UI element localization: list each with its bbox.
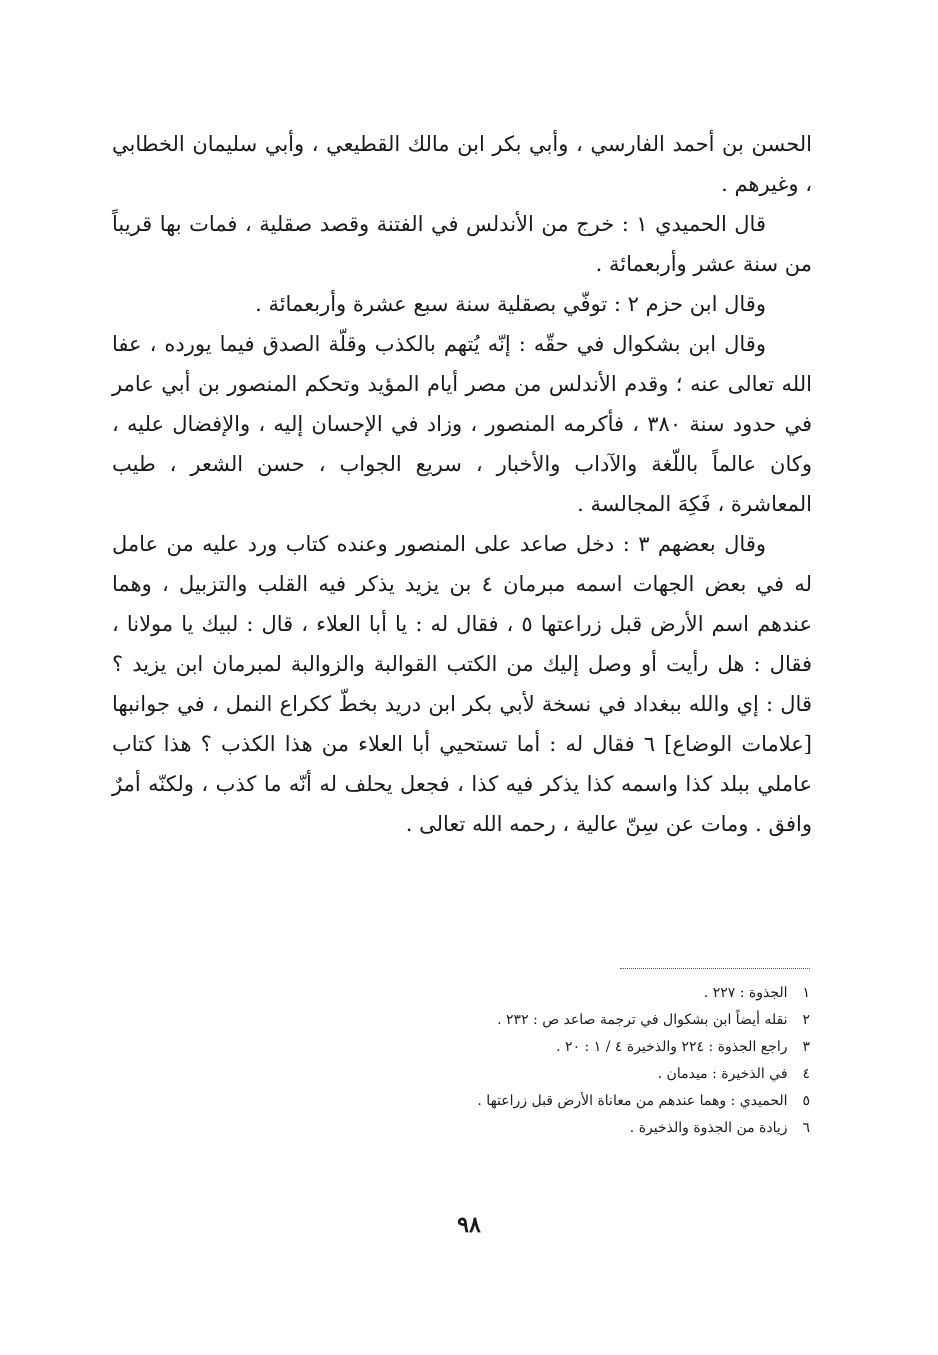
page-number: ٩٨	[457, 1212, 481, 1238]
footnote-item	[250, 1034, 810, 1061]
footnote-text: راجع الجذوة : ٢٢٤ والذخيرة ٤ / ١ : ٢٠ .	[556, 1039, 788, 1055]
paragraph: الحسن بن أحمد الفارسي ، وأبي بكر ابن مالك القطيعي ، وأبي سليمان الخطابي ، وغيرهم .	[112, 132, 812, 196]
paragraph: وقال ابن بشكوال في حقّه : إنّه يُتهم بالكذب وقلّة الصدق فيما يورده ، عفا الله تعالى عنه ؛ وقدم الأندلس من مصر أيام المؤيد وتحكم المنصور بن أبي عامر في حدود سنة ٣٨٠ ، فأكرمه المنصور ، وزاد في الإحسان إليه ، والإفضال عليه ، وكان عالماً باللّغة والآداب والأخبار ، سريع الجواب ، حسن الشعر ، طيب المعاشرة ، فَكِهَ المجالسة .	[112, 332, 812, 516]
footnote-number: ٣	[802, 1039, 810, 1055]
footnote-item	[250, 1115, 810, 1142]
footnotes-list	[250, 980, 810, 1142]
paragraph: قال الحميدي ١ : خرج من الأندلس في الفتنة وقصد صقلية ، فمات بها قريباً من سنة عشر وأربعمائة .	[112, 212, 812, 276]
footnote-item	[250, 1061, 810, 1088]
footnote-number: ٦	[802, 1120, 810, 1136]
footnote-text: الجذوة : ٢٢٧ .	[703, 985, 788, 1001]
footnote-item	[250, 1088, 810, 1115]
footnote-number: ٥	[802, 1093, 810, 1109]
footnote-text: الحميدي : وهما عندهم من معاناة الأرض قبل زراعتها .	[477, 1093, 788, 1109]
footnote-item	[250, 980, 810, 1007]
footnote-text: نقله أيضاً ابن بشكوال في ترجمة صاعد ص : ٢٣٢ .	[497, 1012, 788, 1028]
footnote-text: زيادة من الجذوة والذخيرة .	[629, 1120, 788, 1136]
footnote-number: ١	[802, 985, 810, 1001]
paragraph: وقال بعضهم ٣ : دخل صاعد على المنصور وعنده كتاب ورد عليه من عامل له في بعض الجهات اسمه مبرمان ٤ بن يزيد يذكر فيه القلب والتزبيل ، وهما عندهم اسم الأرض قبل زراعتها ٥ ، فقال له : يا أبا العلاء ، قال : لبيك يا مولانا ، فقال : هل رأيت أو وصل إليك من الكتب القوالبة والزوالبة لمبرمان ابن يزيد ؟ قال : إي والله ببغداد في نسخة لأبي بكر ابن دريد بخطّ ككراع النمل ، في جوانبها [علامات الوضاع] ٦ فقال له : أما تستحيي أبا العلاء من هذا الكذب ؟ هذا كتاب عاملي ببلد كذا واسمه كذا يذكر فيه كذا ، فجعل يحلف له أنّه ما كذب ، ولكنّه أمرٌ وافق . ومات عن سِنّ عالية ، رحمه الله تعالى .	[112, 532, 813, 836]
footnote-item	[250, 1007, 810, 1034]
footnote-number: ٤	[802, 1066, 810, 1082]
main-text	[112, 124, 812, 844]
footnote-text: في الذخيرة : ميدمان .	[657, 1066, 788, 1082]
footnote-number: ٢	[802, 1012, 810, 1028]
footnote-divider	[620, 968, 810, 969]
paragraph: وقال ابن حزم ٢ : توفّي بصقلية سنة سبع عشرة وأربعمائة .	[255, 292, 766, 316]
